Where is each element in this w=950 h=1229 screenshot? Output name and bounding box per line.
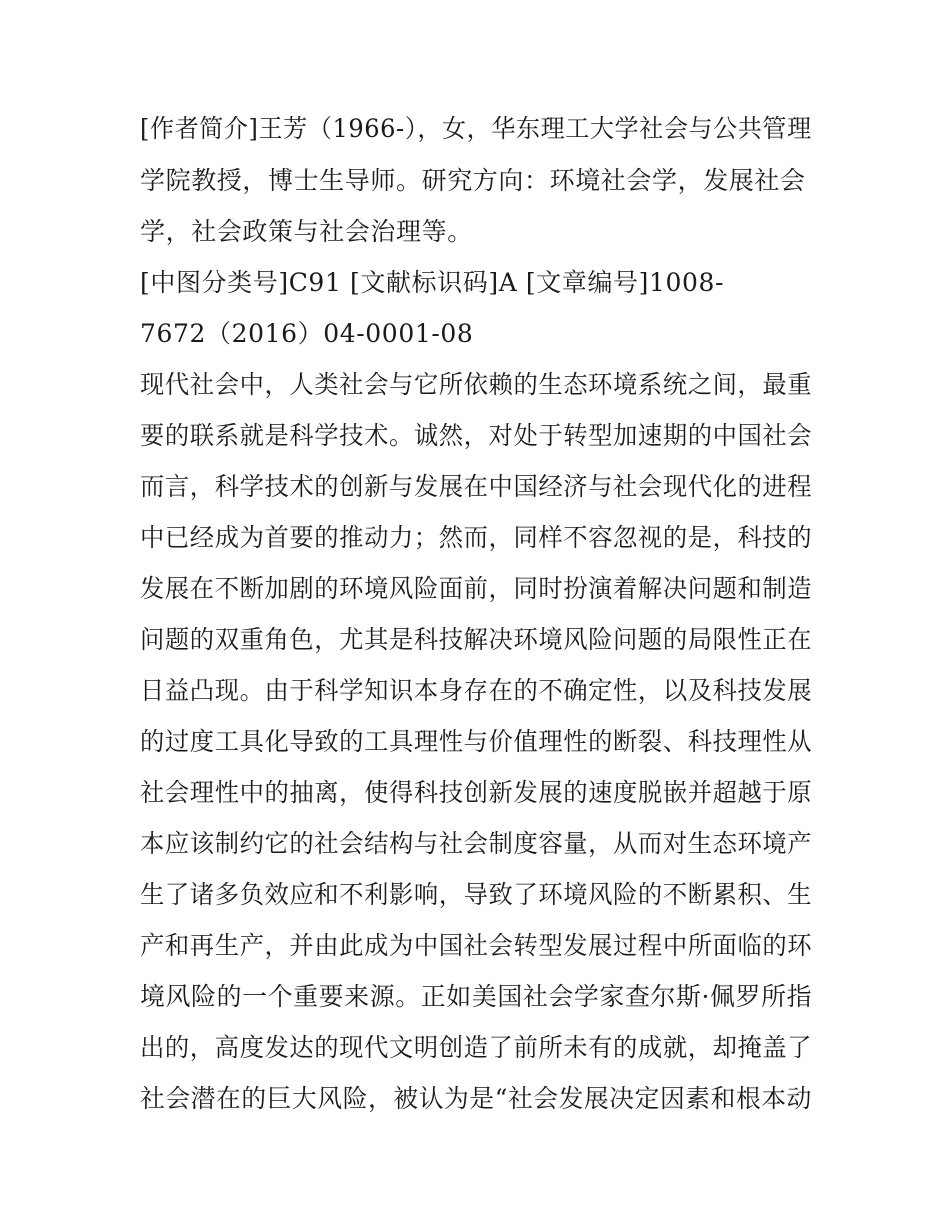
author-intro-line-1: [作者简介]王芳（1966-），女，华东理工大学社会与公共管理 <box>140 114 812 143</box>
body-text-line: 本应该制约它的社会结构与社会制度容量，从而对生态环境产 <box>140 829 813 858</box>
body-text-line: 产和再生产，并由此成为中国社会转型发展过程中所面临的环 <box>140 931 813 960</box>
body-text-line: 日益凸现。由于科学知识本身存在的不确定性，以及科技发展 <box>140 676 813 705</box>
body-text-line: 出的，高度发达的现代文明创造了前所未有的成就，却掩盖了 <box>140 1033 813 1062</box>
body-text-line: 问题的双重角色，尤其是科技解决环境风险问题的局限性正在 <box>140 625 813 654</box>
body-text-line: 社会潜在的巨大风险，被认为是“社会发展决定因素和根本动 <box>140 1084 812 1113</box>
body-text-line: 现代社会中，人类社会与它所依赖的生态环境系统之间，最重 <box>140 370 813 399</box>
body-text-line: 生了诸多负效应和不利影响，导致了环境风险的不断累积、生 <box>140 880 813 909</box>
body-text-line: 的过度工具化导致的工具理性与价值理性的断裂、科技理性从 <box>140 727 813 756</box>
classification-line-2: 7672（2016）04-0001-08 <box>140 319 474 348</box>
body-text-line: 境风险的一个重要来源。正如美国社会学家查尔斯·佩罗所指 <box>140 982 813 1011</box>
author-intro-line-3: 学，社会政策与社会治理等。 <box>140 217 473 246</box>
body-text-line: 中已经成为首要的推动力；然而，同样不容忽视的是，科技的 <box>140 523 813 552</box>
author-intro-line-2: 学院教授，博士生导师。研究方向：环境社会学，发展社会 <box>140 166 806 195</box>
body-text-line: 要的联系就是科学技术。诚然，对处于转型加速期的中国社会 <box>140 421 813 450</box>
classification-line-1: [中图分类号]C91 [文献标识码]A [文章编号]1008- <box>140 268 725 297</box>
body-text-line: 而言，科学技术的创新与发展在中国经济与社会现代化的进程 <box>140 472 813 501</box>
body-text-line: 社会理性中的抽离，使得科技创新发展的速度脱嵌并超越于原 <box>140 778 813 807</box>
body-text-line: 发展在不断加剧的环境风险面前，同时扮演着解决问题和制造 <box>140 574 813 603</box>
